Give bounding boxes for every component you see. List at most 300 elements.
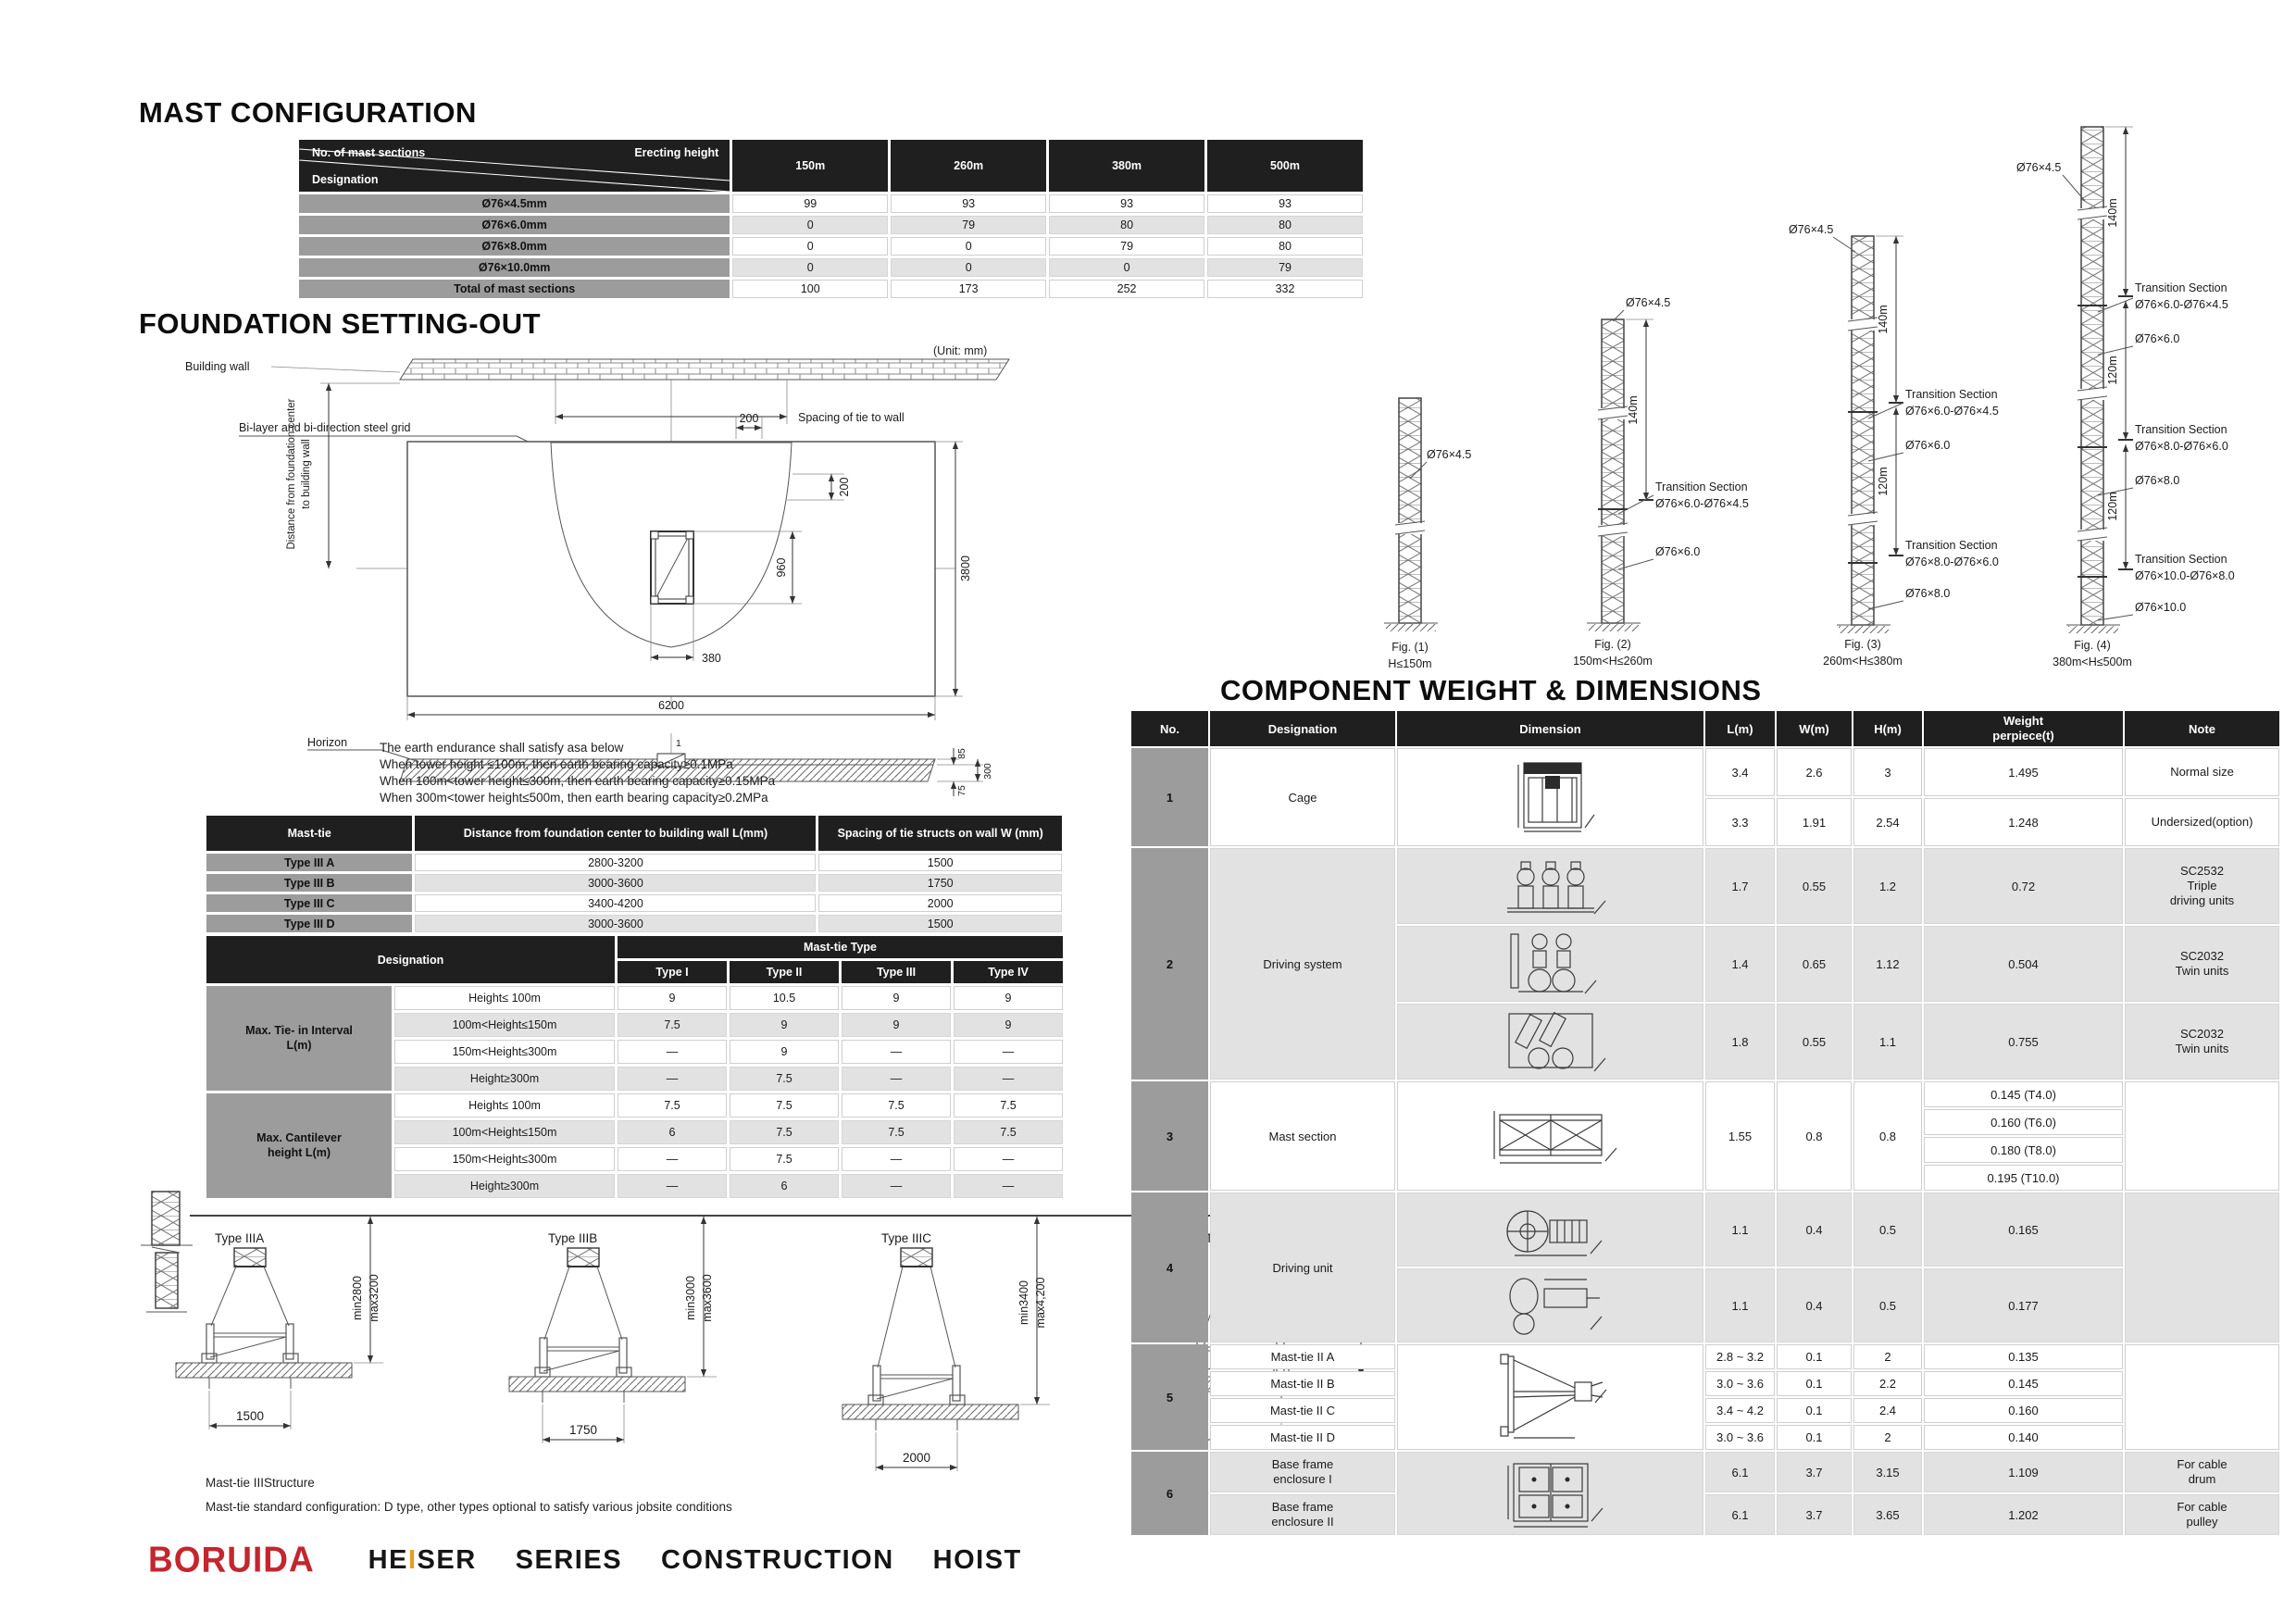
cell-weight: 0.755 — [1924, 1004, 2123, 1080]
cell: 0 — [891, 237, 1046, 256]
distance-header: Distance from foundation center to building wall L(mm) — [415, 816, 816, 851]
cell-note: Undersized(option) — [2125, 798, 2279, 846]
row-label: Ø76×8.0mm — [299, 237, 730, 256]
cell-l: 3.4 — [1705, 748, 1775, 796]
header-weight: Weight perpiece(t) — [1924, 711, 2123, 746]
mast-tie-drawing-icon — [1397, 1344, 1703, 1450]
tie-config-note: Mast-tie standard configuration: D type, other types optional to satisfy various jobsite conditions — [206, 1500, 732, 1514]
cell-weight: 0.180 (T8.0) — [1924, 1137, 2123, 1163]
dim-300: 300 — [982, 763, 993, 780]
cell-l: 6.1 — [1705, 1452, 1775, 1492]
cell-h: 1.12 — [1853, 926, 1922, 1002]
cell-note: SC2532 Triple driving units — [2125, 848, 2279, 924]
cell: — — [954, 1174, 1063, 1198]
cell-h: 2 — [1853, 1344, 1922, 1369]
cell: — — [842, 1147, 951, 1171]
tie-diagram-type-iiia — [148, 1215, 426, 1492]
cell-w: 2.6 — [1777, 748, 1852, 796]
group-designation: Driving unit — [1210, 1192, 1395, 1342]
header-l: L(m) — [1705, 711, 1775, 746]
cell-weight: 1.248 — [1924, 798, 2123, 846]
table-row — [1131, 1452, 2279, 1492]
cell: 93 — [1207, 194, 1363, 213]
mast-tie-table — [204, 813, 1065, 935]
foundation-title: FOUNDATION SETTING-OUT — [139, 307, 542, 340]
cell-weight: 0.145 (T4.0) — [1924, 1081, 2123, 1107]
cell-l: 1.8 — [1705, 1004, 1775, 1080]
tie-interval-table — [204, 933, 1066, 1201]
transition-label-1: Transition Section — [1905, 388, 1998, 401]
condition: 100m<Height≤150m — [394, 1013, 615, 1037]
cell-l: 1.1 — [1705, 1192, 1775, 1267]
spacing-tie-label: Spacing of tie to wall — [798, 411, 905, 424]
tie-diagram-type-iiic — [815, 1215, 1092, 1492]
corner-designation: Designation — [312, 173, 379, 186]
row-label: Total of mast sections — [299, 280, 730, 298]
component-title: COMPONENT WEIGHT & DIMENSIONS — [1220, 674, 1762, 706]
driving-unit-drawing-icon — [1397, 1192, 1703, 1267]
condition: 100m<Height≤150m — [394, 1120, 615, 1144]
cell-w: 0.1 — [1777, 1371, 1852, 1396]
transition-label-6: Ø76×10.0-Ø76×8.0 — [2135, 569, 2235, 582]
cell: 80 — [1207, 237, 1363, 256]
figure-range: 380m<H≤500m — [2053, 655, 2132, 668]
dim-slope: 1 — [676, 738, 681, 749]
mast-size-label-4: Ø76×10.0 — [2135, 601, 2187, 614]
figure-caption: Fig. (2) — [1594, 638, 1631, 651]
base-frame-drawing-icon — [1397, 1452, 1703, 1535]
figure-caption: Fig. (1) — [1391, 641, 1429, 654]
cell-w: 1.91 — [1777, 798, 1852, 846]
tie-max-dim: max4,200 — [1034, 1277, 1047, 1329]
table-row — [299, 216, 1363, 234]
cell-weight: 0.140 — [1924, 1425, 2123, 1450]
cell-note: SC2032 Twin units — [2125, 1004, 2279, 1080]
table-row — [206, 894, 1062, 912]
cell-h: 2.54 — [1853, 798, 1922, 846]
table-row — [206, 986, 1063, 1010]
cell: 7.5 — [730, 1093, 839, 1117]
condition: Height≥300m — [394, 1067, 615, 1091]
cell: 9 — [954, 1013, 1063, 1037]
cell-l: 3.0 ~ 3.6 — [1705, 1425, 1775, 1450]
cell: 0 — [732, 216, 888, 234]
cell-h: 2.4 — [1853, 1398, 1922, 1423]
tie-diagram-type-iiib — [481, 1215, 759, 1492]
cell: 7.5 — [730, 1067, 839, 1091]
cell-h: 1.1 — [1853, 1004, 1922, 1080]
corner-no-of-mast: No. of mast sections — [312, 146, 426, 159]
cell-weight: 1.109 — [1924, 1452, 2123, 1492]
cell-weight: 0.195 (T10.0) — [1924, 1165, 2123, 1191]
corner-erecting-height: Erecting height — [634, 146, 719, 159]
cell: 1500 — [818, 854, 1062, 871]
cell: 6 — [730, 1174, 839, 1198]
cell-l: 3.3 — [1705, 798, 1775, 846]
tie-name: Type IIIC — [881, 1231, 932, 1245]
cell-w: 0.55 — [1777, 1004, 1852, 1080]
transition-label-1: Transition Section — [2135, 281, 2227, 294]
type-label: Type III C — [206, 894, 412, 912]
driving-twin-drawing-icon — [1397, 926, 1703, 1002]
section-height-dim-2: 120m — [2106, 356, 2119, 385]
mast-section-drawing-icon — [1397, 1081, 1703, 1191]
transition-label-3: Transition Section — [1905, 539, 1998, 552]
table-row — [299, 237, 1363, 256]
cell: 3000-3600 — [415, 915, 816, 932]
dim-380: 380 — [702, 652, 721, 665]
mast-size-label: Ø76×4.5 — [1626, 296, 1671, 309]
cell-note: For cable pulley — [2125, 1494, 2279, 1535]
row-designation: Mast-tie II B — [1210, 1371, 1395, 1396]
cell-weight: 0.177 — [1924, 1268, 2123, 1342]
table-row — [206, 915, 1062, 932]
figure-range: 150m<H≤260m — [1573, 655, 1653, 668]
tie-name: Type IIIB — [548, 1231, 598, 1245]
cell: 0 — [1049, 258, 1204, 277]
cell-h: 3 — [1853, 748, 1922, 796]
cell: 100 — [732, 280, 888, 298]
header-note: Note — [2125, 711, 2279, 746]
mast-configuration-title: MAST CONFIGURATION — [139, 96, 477, 129]
horizon-label: Horizon — [307, 736, 348, 749]
mast-configuration-table — [296, 137, 1366, 301]
tie-min-dim: min3400 — [1017, 1280, 1030, 1325]
cell: — — [618, 1040, 727, 1064]
cell: — — [842, 1174, 951, 1198]
row-label: Ø76×4.5mm — [299, 194, 730, 213]
section-height-dim: 140m — [2106, 198, 2119, 228]
cell: 79 — [1207, 258, 1363, 277]
heiser-i-accent: I — [407, 1544, 418, 1575]
cell-h: 3.65 — [1853, 1494, 1922, 1535]
cell: 7.5 — [618, 1093, 727, 1117]
cell-note: Normal size — [2125, 748, 2279, 796]
row-label: Ø76×10.0mm — [299, 258, 730, 277]
table-row — [1131, 1425, 2279, 1450]
cell: — — [842, 1040, 951, 1064]
row-designation: Base frame enclosure II — [1210, 1494, 1395, 1535]
cell: 80 — [1049, 216, 1204, 234]
table-row — [206, 854, 1062, 871]
table-row — [1131, 1398, 2279, 1423]
tie-width-dim: 2000 — [902, 1451, 931, 1465]
cell-h: 0.5 — [1853, 1268, 1922, 1342]
cell-weight: 0.160 (T6.0) — [1924, 1109, 2123, 1135]
cell: 9 — [730, 1013, 839, 1037]
tie-name: Type IIIA — [215, 1231, 265, 1245]
mast-size-label-2: Ø76×6.0 — [1655, 545, 1701, 558]
cell: 3400-4200 — [415, 894, 816, 912]
figure-caption: Fig. (3) — [1844, 638, 1881, 651]
series-title: HEISER SERIES CONSTRUCTION HOIST — [368, 1544, 1022, 1575]
cell: 7.5 — [730, 1120, 839, 1144]
header-w: W(m) — [1777, 711, 1852, 746]
cell-w: 0.4 — [1777, 1192, 1852, 1267]
dim-85: 85 — [956, 748, 967, 759]
section-height-dim: 140m — [1627, 395, 1640, 425]
tie-max-dim: max3600 — [701, 1274, 714, 1322]
dim-200-right: 200 — [838, 477, 851, 497]
cell-h: 2 — [1853, 1425, 1922, 1450]
cell: 0 — [732, 258, 888, 277]
type-label: Type III A — [206, 854, 412, 871]
footer — [148, 1541, 1022, 1579]
cell-w: 0.8 — [1777, 1081, 1852, 1191]
cantilever-group-label: Max. Cantilever height L(m) — [206, 1093, 392, 1198]
table-row — [1131, 848, 2279, 924]
cell: 2800-3200 — [415, 854, 816, 871]
cell: — — [618, 1174, 727, 1198]
cell-h: 1.2 — [1853, 848, 1922, 924]
cell: 10.5 — [730, 986, 839, 1010]
col-150m: 150m — [732, 140, 888, 192]
group-designation: Cage — [1210, 748, 1395, 846]
cell: — — [954, 1040, 1063, 1064]
cell-l: 3.4 ~ 4.2 — [1705, 1398, 1775, 1423]
group-no: 5 — [1131, 1344, 1208, 1450]
erecting-height-corner-cell — [299, 140, 730, 192]
cell-note — [2125, 1344, 2279, 1450]
type-ii-header: Type II — [730, 961, 839, 983]
cell-weight: 0.504 — [1924, 926, 2123, 1002]
cell: 9 — [842, 986, 951, 1010]
cell: 7.5 — [842, 1120, 951, 1144]
cell: — — [842, 1067, 951, 1091]
group-no: 3 — [1131, 1081, 1208, 1191]
mast-figure-1 — [1384, 393, 1569, 676]
cell-l: 3.0 ~ 3.6 — [1705, 1371, 1775, 1396]
mast-size-label: Ø76×4.5 — [2016, 161, 2062, 174]
cell: 1750 — [818, 874, 1062, 892]
section-height-dim-2: 120m — [1877, 467, 1890, 496]
table-row — [1131, 1081, 2279, 1107]
cell-l: 6.1 — [1705, 1494, 1775, 1535]
spacing-header: Spacing of tie structs on wall W (mm) — [818, 816, 1062, 851]
col-380m: 380m — [1049, 140, 1204, 192]
cell-w: 0.65 — [1777, 926, 1852, 1002]
driving-twin-inclined-drawing-icon — [1397, 1004, 1703, 1080]
earth-note-3: When 100m<tower height≤300m, then earth bearing capacity≥0.15MPa — [380, 774, 776, 788]
tie-min-dim: min3000 — [684, 1276, 697, 1320]
driving-unit-top-drawing-icon — [1397, 1268, 1703, 1342]
cell: — — [954, 1067, 1063, 1091]
transition-label-1: Transition Section — [1655, 481, 1748, 493]
cell-note: For cable drum — [2125, 1452, 2279, 1492]
cell: 99 — [732, 194, 888, 213]
cell: 3000-3600 — [415, 874, 816, 892]
cell-weight: 1.495 — [1924, 748, 2123, 796]
building-wall-band — [400, 359, 1009, 380]
row-label: Ø76×6.0mm — [299, 216, 730, 234]
cell-weight: 0.135 — [1924, 1344, 2123, 1369]
cell-weight: 1.202 — [1924, 1494, 2123, 1535]
steel-grid-label: Bi-layer and bi-direction steel grid — [239, 421, 411, 434]
table-row — [299, 194, 1363, 213]
transition-label-4: Ø76×8.0-Ø76×6.0 — [2135, 440, 2228, 453]
transition-label-2: Ø76×6.0-Ø76×4.5 — [1905, 405, 1999, 418]
cell: 93 — [1049, 194, 1204, 213]
cell: — — [954, 1147, 1063, 1171]
row-designation: Mast-tie II C — [1210, 1398, 1395, 1423]
transition-label-2: Ø76×6.0-Ø76×4.5 — [2135, 298, 2228, 311]
cell: 7.5 — [954, 1120, 1063, 1144]
mast-size-label-3: Ø76×8.0 — [1905, 587, 1951, 600]
cell-w: 0.1 — [1777, 1398, 1852, 1423]
figure-caption: Fig. (4) — [2074, 639, 2111, 652]
cell-note — [2125, 1081, 2279, 1191]
dim-960: 960 — [775, 557, 788, 578]
col-260m: 260m — [891, 140, 1046, 192]
condition: Height≤ 100m — [394, 1093, 615, 1117]
cell: 7.5 — [730, 1147, 839, 1171]
table-row — [299, 258, 1363, 277]
table-row — [1131, 1371, 2279, 1396]
cell: 79 — [891, 216, 1046, 234]
tie-width-dim: 1750 — [568, 1423, 598, 1437]
group-designation: Driving system — [1210, 848, 1395, 1080]
row-designation: Mast-tie II A — [1210, 1344, 1395, 1369]
component-table — [1129, 709, 2281, 1537]
type-label: Type III B — [206, 874, 412, 892]
cell-note: SC2032 Twin units — [2125, 926, 2279, 1002]
cell: — — [618, 1147, 727, 1171]
cell-l: 1.4 — [1705, 926, 1775, 1002]
dim-75: 75 — [956, 785, 967, 796]
col-500m: 500m — [1207, 140, 1363, 192]
table-row — [1131, 748, 2279, 796]
cell: 7.5 — [842, 1093, 951, 1117]
cell: 0 — [732, 237, 888, 256]
header-no: No. — [1131, 711, 1208, 746]
transition-label-2: Ø76×6.0-Ø76×4.5 — [1655, 497, 1749, 510]
mast-figure-4 — [2009, 116, 2294, 680]
boruida-logo: BORUIDA — [148, 1539, 315, 1579]
cell: 1500 — [818, 915, 1062, 932]
mast-size-label: Ø76×4.5 — [1427, 448, 1472, 461]
cell-w: 0.1 — [1777, 1425, 1852, 1450]
group-no: 2 — [1131, 848, 1208, 1080]
distance-label-line1: Distance from foundation center — [286, 398, 297, 550]
transition-label-3: Transition Section — [2135, 423, 2227, 436]
type-label: Type III D — [206, 915, 412, 932]
cell: 2000 — [818, 894, 1062, 912]
figure-range: 260m<H≤380m — [1823, 655, 1903, 668]
table-row — [206, 874, 1062, 892]
dim-6200: 6200 — [658, 699, 684, 712]
designation-header: Designation — [206, 936, 615, 983]
unit-note: (Unit: mm) — [933, 344, 988, 357]
dim-3800: 3800 — [959, 556, 972, 581]
cell: 7.5 — [954, 1093, 1063, 1117]
group-no: 4 — [1131, 1192, 1208, 1342]
cell: 0 — [891, 258, 1046, 277]
cell-l: 1.7 — [1705, 848, 1775, 924]
tie-max-dim: max3200 — [368, 1274, 381, 1322]
type-iv-header: Type IV — [954, 961, 1063, 983]
condition: Height≤ 100m — [394, 986, 615, 1010]
mast-size-label-2: Ø76×6.0 — [2135, 332, 2180, 345]
mast-figure-3 — [1787, 213, 2046, 676]
cell-weight: 0.165 — [1924, 1192, 2123, 1267]
tie-width-dim: 1500 — [235, 1409, 265, 1423]
cell: 173 — [891, 280, 1046, 298]
cell-h: 2.2 — [1853, 1371, 1922, 1396]
cell-h: 0.5 — [1853, 1192, 1922, 1267]
mast-figure-2 — [1565, 292, 1824, 673]
cell-weight: 0.160 — [1924, 1398, 2123, 1423]
dim-200-top: 200 — [739, 412, 759, 425]
cell-w: 3.7 — [1777, 1494, 1852, 1535]
table-row — [1131, 1494, 2279, 1535]
mast-size-label: Ø76×4.5 — [1789, 223, 1834, 236]
group-no: 1 — [1131, 748, 1208, 846]
section-height-dim: 140m — [1877, 305, 1890, 334]
table-row — [1131, 1344, 2279, 1369]
cell-l: 1.1 — [1705, 1268, 1775, 1342]
header-h: H(m) — [1853, 711, 1922, 746]
earth-note-2: When tower height ≤100m, then earth bearing capacity≥0.1MPa — [380, 757, 733, 771]
cell: 7.5 — [618, 1013, 727, 1037]
group-no: 6 — [1131, 1452, 1208, 1535]
transition-label-4: Ø76×8.0-Ø76×6.0 — [1905, 556, 1999, 568]
cell-w: 0.4 — [1777, 1268, 1852, 1342]
driving-triple-drawing-icon — [1397, 848, 1703, 924]
cell-w: 3.7 — [1777, 1452, 1852, 1492]
header-dimension: Dimension — [1397, 711, 1703, 746]
mast-tie-type-header: Mast-tie Type — [618, 936, 1063, 958]
tie-structure-note: Mast-tie IIIStructure — [206, 1476, 315, 1490]
cell-w: 0.55 — [1777, 848, 1852, 924]
cell-h: 3.15 — [1853, 1452, 1922, 1492]
cell: 332 — [1207, 280, 1363, 298]
cell-h: 0.8 — [1853, 1081, 1922, 1191]
table-row — [206, 1093, 1063, 1117]
cell: 9 — [730, 1040, 839, 1064]
type-i-header: Type I — [618, 961, 727, 983]
cell-weight: 0.72 — [1924, 848, 2123, 924]
mast-size-label-3: Ø76×8.0 — [2135, 474, 2180, 487]
condition: 150m<Height≤300m — [394, 1147, 615, 1171]
figure-range: H≤150m — [1388, 657, 1432, 670]
cage-drawing-icon — [1397, 748, 1703, 846]
cell: 9 — [954, 986, 1063, 1010]
table-row — [299, 280, 1363, 298]
building-wall-label: Building wall — [185, 360, 250, 373]
table-row — [1131, 1192, 2279, 1267]
tie-interval-group-label: Max. Tie- in Interval L(m) — [206, 986, 392, 1091]
mast-tie-header: Mast-tie — [206, 816, 412, 851]
cell-w: 0.1 — [1777, 1344, 1852, 1369]
earth-note-1: The earth endurance shall satisfy asa below — [380, 741, 624, 755]
cell-l: 2.8 ~ 3.2 — [1705, 1344, 1775, 1369]
cell: 79 — [1049, 237, 1204, 256]
cell: 9 — [618, 986, 727, 1010]
condition: Height≥300m — [394, 1174, 615, 1198]
row-designation: Base frame enclosure I — [1210, 1452, 1395, 1492]
transition-label-5: Transition Section — [2135, 553, 2227, 566]
cell: 6 — [618, 1120, 727, 1144]
cell: 93 — [891, 194, 1046, 213]
section-height-dim-3: 120m — [2106, 492, 2119, 521]
cell-l: 1.55 — [1705, 1081, 1775, 1191]
cell-note — [2125, 1192, 2279, 1342]
cell: 252 — [1049, 280, 1204, 298]
cell: 9 — [842, 1013, 951, 1037]
type-iii-header: Type III — [842, 961, 951, 983]
foundation-plan-diagram — [139, 335, 1018, 739]
cell: 80 — [1207, 216, 1363, 234]
